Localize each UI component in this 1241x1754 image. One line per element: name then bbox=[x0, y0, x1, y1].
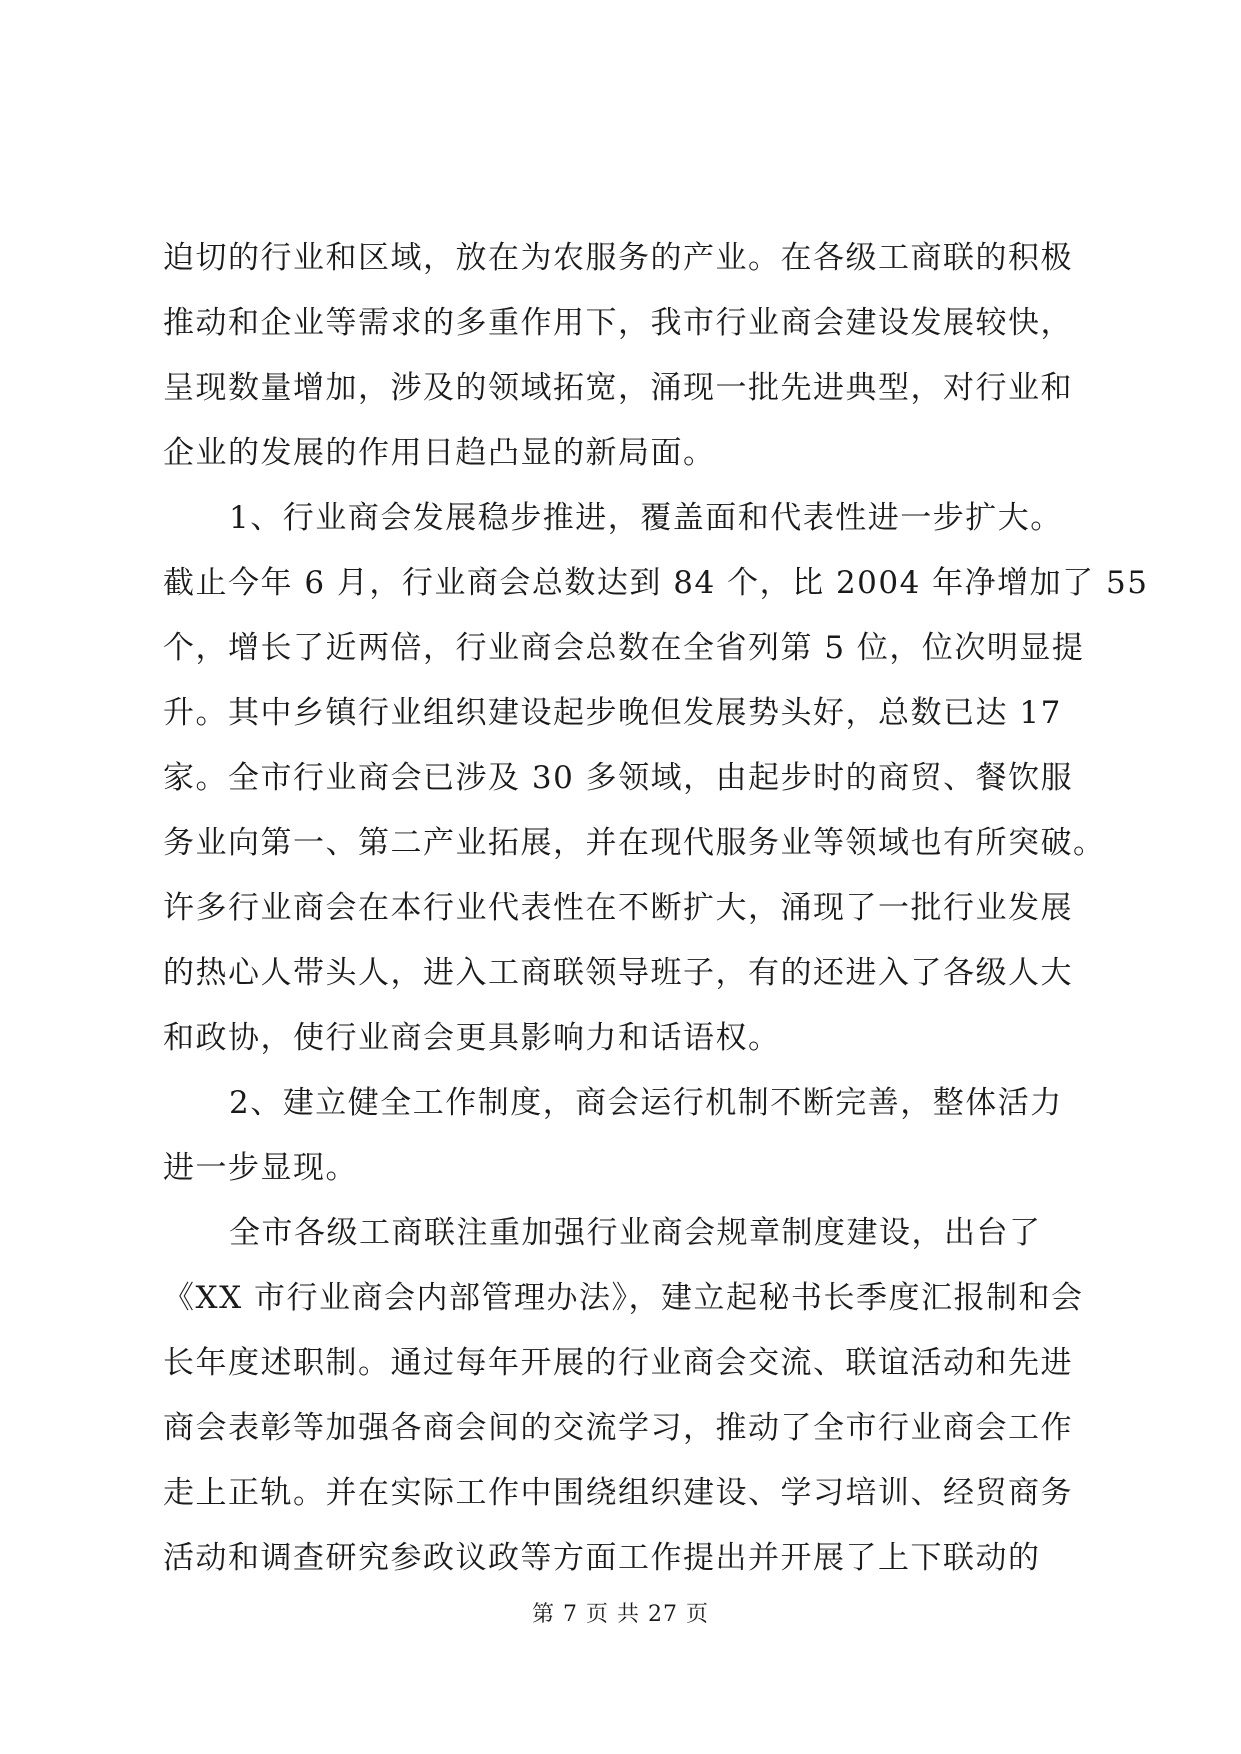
text-line: 的热心人带头人，进入工商联领导班子，有的还进入了各级人大 bbox=[163, 955, 1073, 991]
text-line: 全市各级工商联注重加强行业商会规章制度建设，出台了 bbox=[229, 1215, 1042, 1251]
text-line: 个，增长了近两倍，行业商会总数在全省列第 5 位，位次明显提 bbox=[163, 630, 1085, 666]
text-line: 和政协，使行业商会更具影响力和话语权。 bbox=[163, 1020, 781, 1056]
text-line: 活动和调查研究参政议政等方面工作提出并开展了上下联动的 bbox=[163, 1540, 1041, 1576]
text-line: 《XX 市行业商会内部管理办法》，建立起秘书长季度汇报制和会 bbox=[163, 1280, 1084, 1316]
document-body bbox=[163, 226, 1149, 1591]
text-line: 务业向第一、第二产业拓展，并在现代服务业等领域也有所突破。 bbox=[163, 825, 1106, 861]
text-line: 走上正轨。并在实际工作中围绕组织建设、学习培训、经贸商务 bbox=[163, 1475, 1073, 1511]
text-line: 呈现数量增加，涉及的领域拓宽，涌现一批先进典型，对行业和 bbox=[163, 370, 1073, 406]
text-line: 进一步显现。 bbox=[163, 1150, 358, 1186]
text-line: 许多行业商会在本行业代表性在不断扩大，涌现了一批行业发展 bbox=[163, 890, 1073, 926]
text-line: 升。其中乡镇行业组织建设起步晚但发展势头好，总数已达 17 bbox=[163, 695, 1062, 731]
text-line: 长年度述职制。通过每年开展的行业商会交流、联谊活动和先进 bbox=[163, 1345, 1073, 1381]
text-line: 企业的发展的作用日趋凸显的新局面。 bbox=[163, 435, 716, 471]
text-line: 截止今年 6 月，行业商会总数达到 84 个，比 2004 年净增加了 55 bbox=[163, 565, 1149, 601]
text-line: 家。全市行业商会已涉及 30 多领域，由起步时的商贸、餐饮服 bbox=[163, 760, 1074, 796]
text-line: 商会表彰等加强各商会间的交流学习，推动了全市行业商会工作 bbox=[163, 1410, 1073, 1446]
text-line: 2、建立健全工作制度，商会运行机制不断完善，整体活力 bbox=[229, 1085, 1063, 1121]
page-number-footer: 第 7 页 共 27 页 bbox=[532, 1602, 709, 1627]
text-line: 迫切的行业和区域，放在为农服务的产业。在各级工商联的积极 bbox=[163, 240, 1073, 276]
text-line: 推动和企业等需求的多重作用下，我市行业商会建设发展较快， bbox=[163, 305, 1073, 341]
text-line: 1、行业商会发展稳步推进，覆盖面和代表性进一步扩大。 bbox=[229, 500, 1063, 536]
